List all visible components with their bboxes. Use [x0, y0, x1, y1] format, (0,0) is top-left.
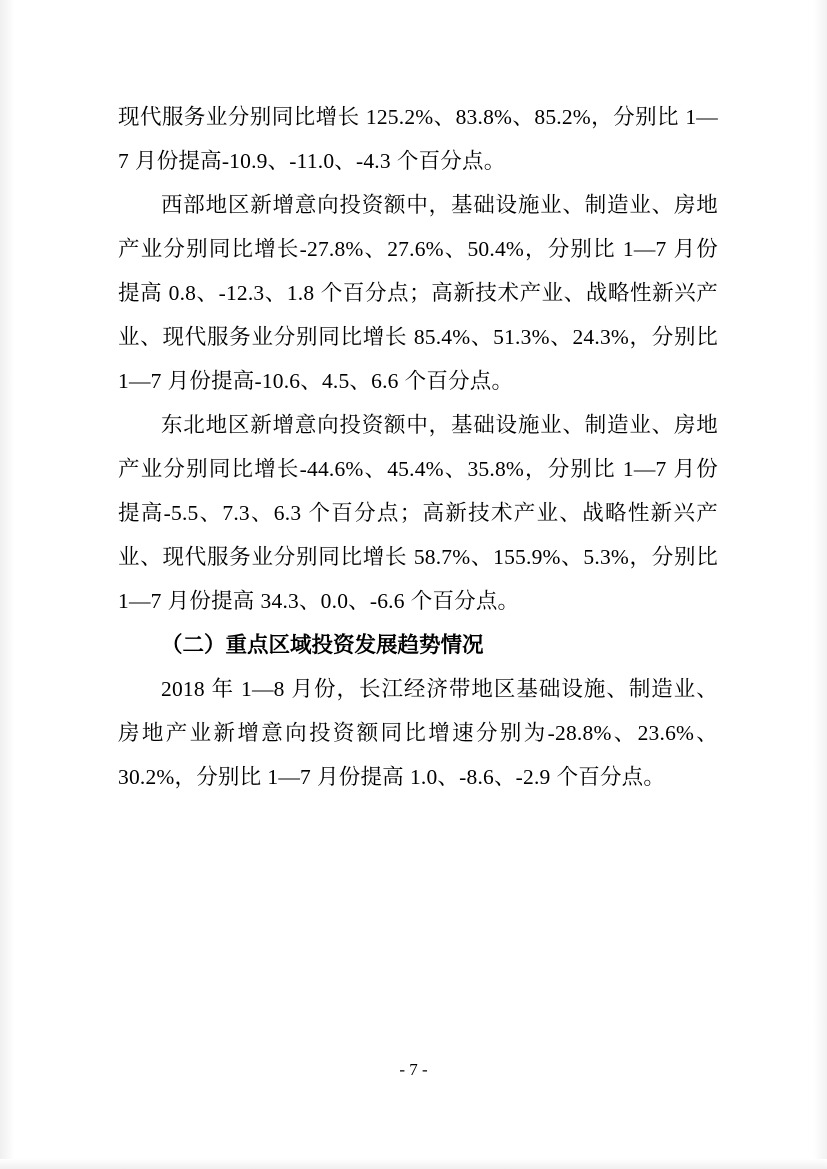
section-heading: （二）重点区域投资发展趋势情况	[161, 633, 484, 657]
page-edge-shadow-left	[0, 0, 14, 1169]
page-edge-shadow-right	[813, 0, 827, 1169]
page-number: - 7 -	[399, 1060, 428, 1079]
paragraph-northeast-region: 东北地区新增意向投资额中，基础设施业、制造业、房地产业分别同比增长-44.6%、45.4%、35.8%，分别比 1—7 月份提高-5.5、7.3、6.3 个百分点；高新技术产业、战略性新兴产业、现代服务业分别同比增长 58.7%、155.9%、5.3%，分别比 1—7 月份提高 34.3、0.0、-6.6 个百分点。	[118, 413, 718, 613]
paragraph-west-region: 西部地区新增意向投资额中，基础设施业、制造业、房地产业分别同比增长-27.8%、27.6%、50.4%，分别比 1—7 月份提高 0.8、-12.3、1.8 个百分点；高新技术产业、战略性新兴产业、现代服务业分别同比增长 85.4%、51.3%、24.3%，分别比 1—7 月份提高-10.6、4.5、6.6 个百分点。	[118, 193, 718, 393]
document-body	[118, 95, 718, 799]
page-edge-shadow-bottom	[0, 1159, 827, 1169]
paragraph-continued: 现代服务业分别同比增长 125.2%、83.8%、85.2%，分别比 1—7 月份提高-10.9、-11.0、-4.3 个百分点。	[118, 105, 718, 173]
paragraph-yangtze-belt: 2018 年 1—8 月份，长江经济带地区基础设施、制造业、房地产业新增意向投资额同比增速分别为-28.8%、23.6%、30.2%，分别比 1—7 月份提高 1.0、-8.6、-2.9 个百分点。	[118, 677, 718, 789]
